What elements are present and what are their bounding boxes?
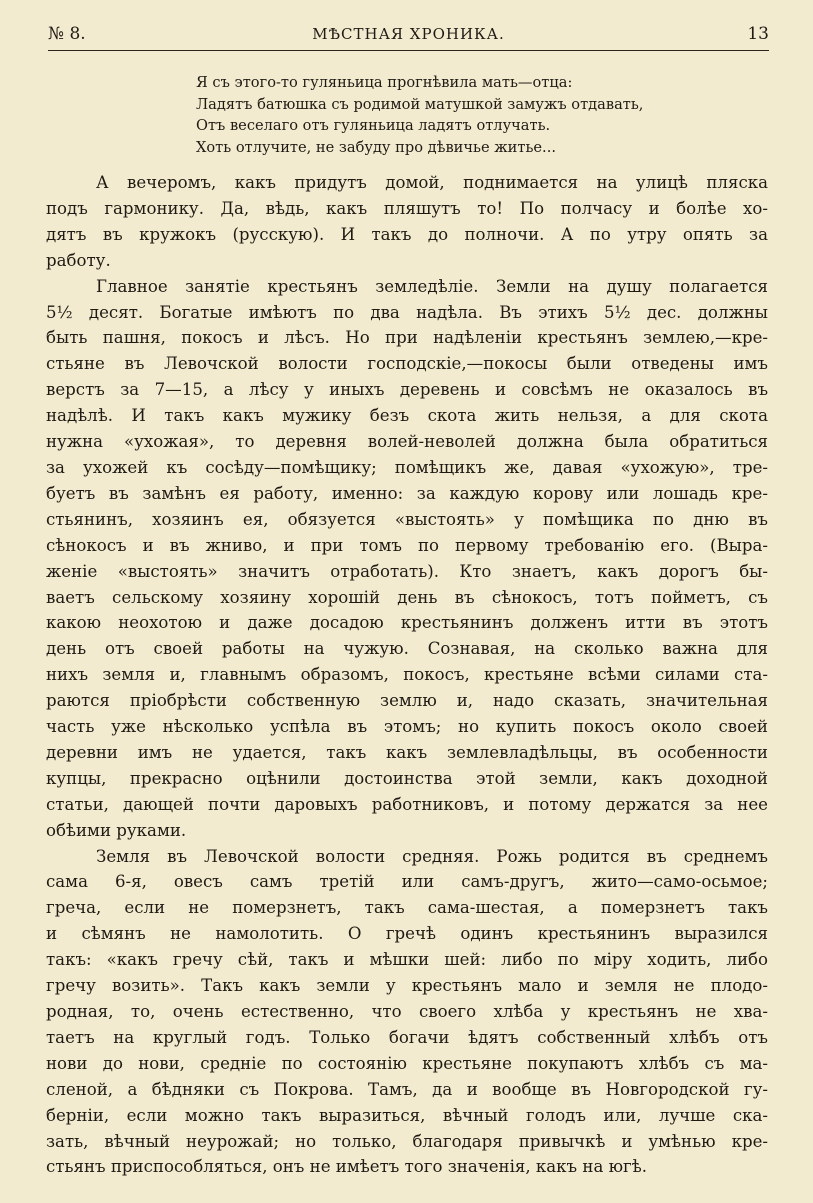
page-number: 13	[747, 24, 769, 44]
text-line: нихъ земля и, главнымъ образомъ, покосъ, крестьяне всѣми силами ста-	[46, 665, 768, 685]
text-line: обѣими руками.	[46, 820, 187, 840]
text-line: быть пашня, покосъ и лѣсъ. Но при надѣленіи крестьянъ землею,—кре-	[46, 328, 768, 348]
verse-line: Я съ этого-то гуляньица прогнѣвила мать—отца:	[196, 74, 573, 91]
text-line: такъ: «какъ гречу сѣй, такъ и мѣшки шей: либо по міру ходить, либо	[46, 950, 768, 970]
text-line: А вечеромъ, какъ придутъ домой, поднимается на улицѣ пляска	[96, 173, 768, 192]
text-line: и сѣмянъ не намолотить. О гречѣ одинъ крестьянинъ выразился	[46, 924, 768, 944]
text-line: дятъ въ кружокъ (русскую). И такъ до полночи. А по утру опять за	[46, 224, 768, 244]
text-line: какою неохотою и даже досадою крестьянинъ долженъ итти въ этотъ	[46, 613, 768, 633]
text-line: гречу возить». Такъ какъ земли у крестьянъ мало и земля не плодо-	[46, 976, 768, 996]
text-line: Главное занятіе крестьянъ земледѣліе. Земли на душу полагается	[96, 276, 768, 296]
section-title: МѢСТНАЯ ХРОНИКА.	[312, 25, 505, 43]
text-line: верстъ за 7—15, а лѣсу у иныхъ деревень и совсѣмъ не оказалось въ	[46, 380, 768, 400]
text-line: нужна «ухожая», то деревня волей-неволей должна была обратиться	[46, 432, 768, 452]
text-line: стьяне въ Левочской волости господскіе,—покосы были отведены имъ	[46, 354, 768, 374]
text-line: Земля въ Левочской волости средняя. Рожь родится въ среднемъ	[96, 846, 768, 866]
text-line: купцы, прекрасно оцѣнили достоинства этой земли, какъ доходной	[46, 768, 768, 788]
verse-block	[196, 72, 756, 158]
text-line: день отъ своей работы на чужую. Сознавая, на сколько важна для	[46, 639, 768, 659]
article-body	[46, 170, 768, 1180]
text-line: надѣлѣ. И такъ какъ мужику безъ скота жить нельзя, а для скота	[46, 406, 768, 426]
text-line: за ухожей къ сосѣду—помѣщику; помѣщикъ же, давая «ухожую», тре-	[46, 457, 768, 477]
text-line: статьи, дающей почти даровыхъ работниковъ, и потому держатся за нее	[46, 794, 768, 814]
text-line: работу.	[46, 250, 111, 270]
running-header	[48, 24, 769, 51]
text-line: зать, вѣчный неурожай; но только, благодаря привычкѣ и умѣнью кре-	[46, 1131, 768, 1151]
text-line: буетъ въ замѣнъ ея работу, именно: за каждую корову или лошадь кре-	[46, 483, 768, 503]
text-line: ваетъ сельскому хозяину хорошій день въ сѣнокосъ, тотъ пойметъ, съ	[46, 587, 768, 607]
text-line: стьянинъ, хозяинъ ея, обязуется «выстоять» у помѣщика по дню въ	[46, 509, 768, 529]
text-line: подъ гармонику. Да, вѣдь, какъ пляшутъ то! По полчасу и болѣе хо-	[46, 198, 768, 218]
issue-number: № 8.	[48, 24, 86, 44]
text-line: родная, то, очень естественно, что своего хлѣба у крестьянъ не хва-	[46, 1002, 768, 1021]
verse-line: Ладятъ батюшка съ родимой матушкой замужъ отдавать,	[196, 95, 644, 113]
verse-line: Хоть отлучите, не забуду про дѣвичье житье...	[196, 138, 556, 156]
text-line: часть уже нѣсколько успѣла въ этомъ; но купить покосъ около своей	[46, 717, 768, 737]
text-line: сленой, а бѣдняки съ Покрова. Тамъ, да и вообще въ Новгородской гу-	[46, 1079, 768, 1099]
text-line: стьянъ приспособляться, онъ не имѣетъ того значенія, какъ на югѣ.	[46, 1157, 648, 1177]
text-line: греча, если не померзнетъ, такъ сама-шестая, а померзнетъ такъ	[46, 898, 768, 918]
text-line: сама 6-я, овесъ самъ третій или самъ-другъ, жито—само-осьмое;	[46, 872, 768, 892]
text-line: женіе «выстоять» значитъ отработать). Кто знаетъ, какъ дорогъ бы-	[46, 561, 768, 581]
text-line: сѣнокосъ и въ жниво, и при томъ по первому требованію его. (Выра-	[46, 535, 768, 555]
text-line: нови до нови, средніе по состоянію крестьяне покупаютъ хлѣбъ съ ма-	[46, 1053, 768, 1073]
text-line: раются пріобрѣсти собственную землю и, надо сказать, значительная	[46, 691, 768, 711]
text-line: деревни имъ не удается, такъ какъ землевладѣльцы, въ особенности	[46, 742, 768, 762]
verse-line: Отъ веселаго отъ гуляньица ладятъ отлучать.	[196, 117, 551, 134]
text-line: таетъ на круглый годъ. Только богачи ѣдятъ собственный хлѣбъ отъ	[46, 1027, 768, 1047]
text-line: 5½ десят. Богатые имѣютъ по два надѣла. Въ этихъ 5½ дес. должны	[46, 302, 768, 322]
text-line: берніи, если можно такъ выразиться, вѣчный голодъ или, лучше ска-	[46, 1105, 768, 1125]
